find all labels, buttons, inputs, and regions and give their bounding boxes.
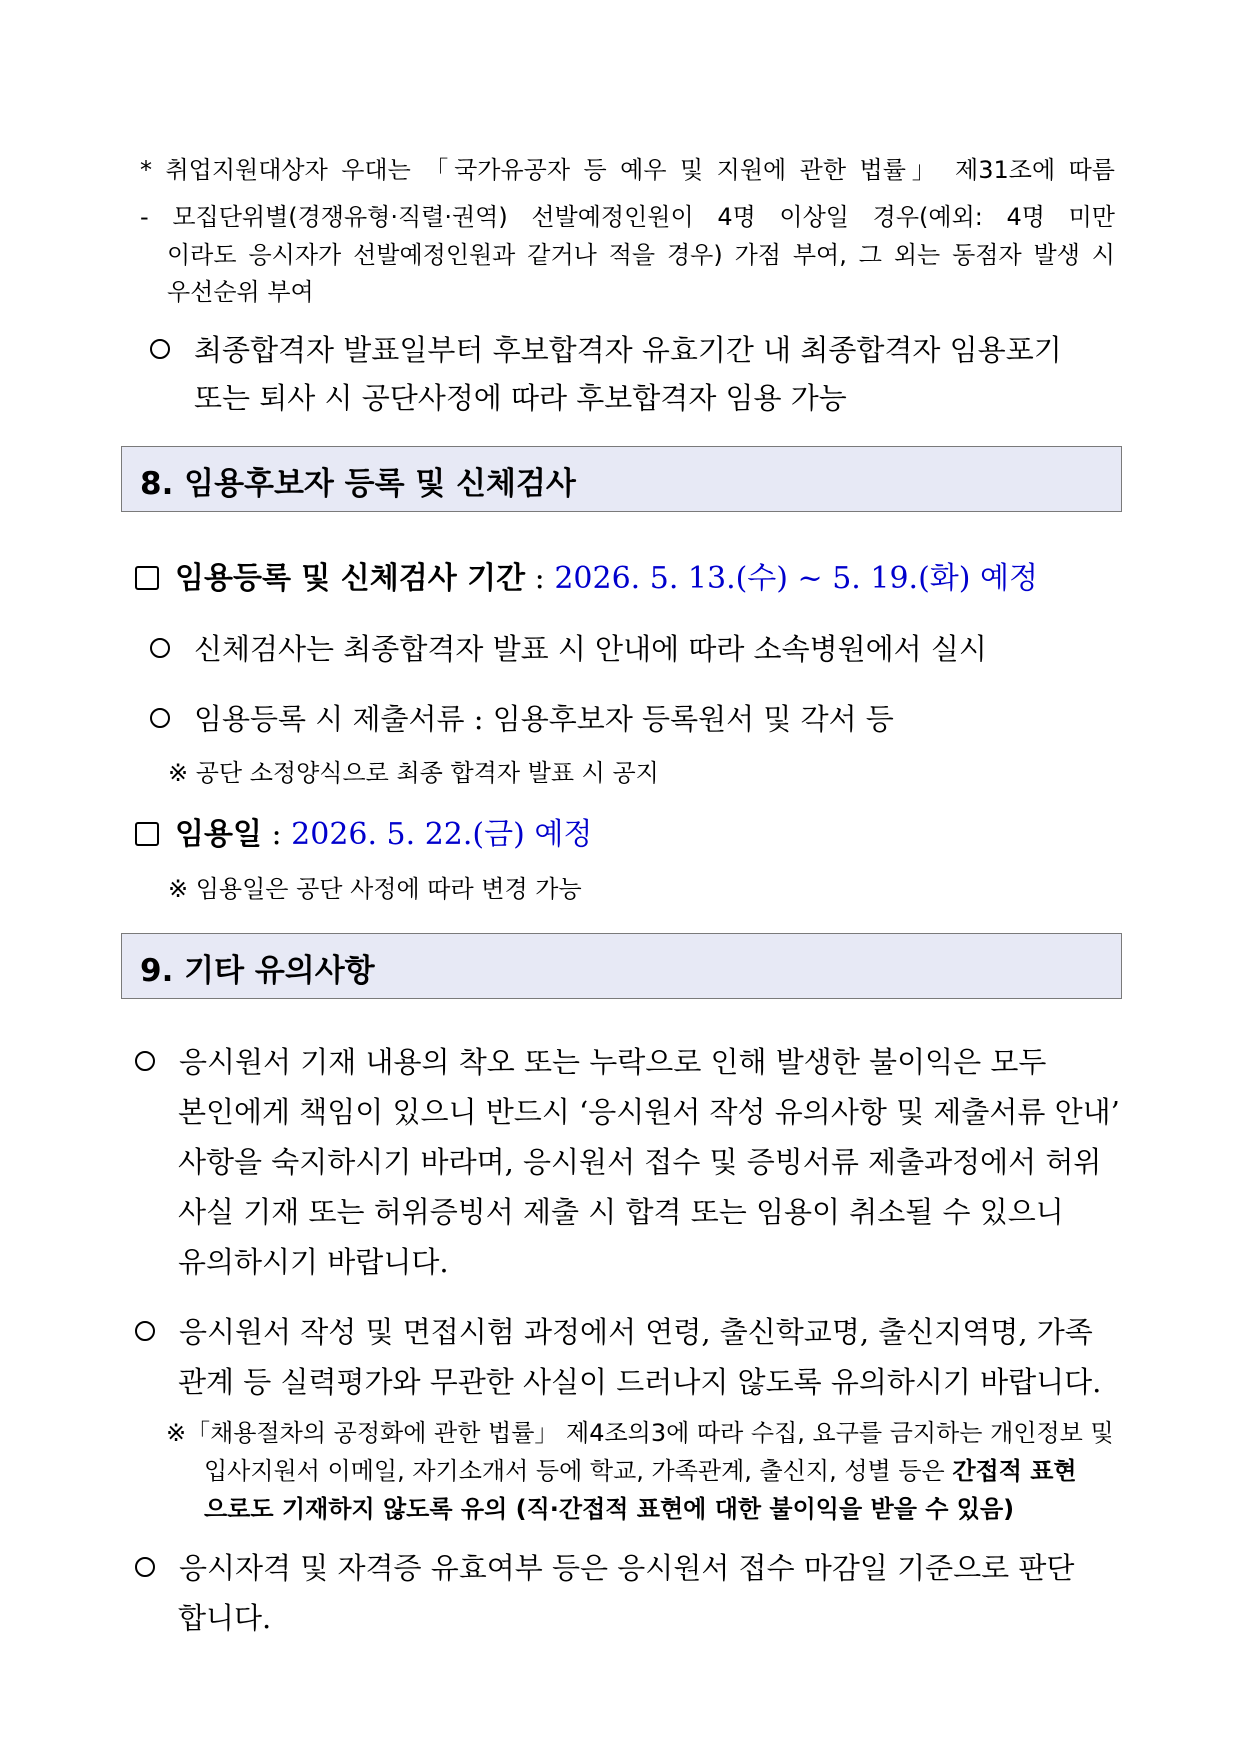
note-tiebreak-line2: 이라도 응시자가 선발예정인원과 같거나 적을 경우) 가점 부여, 그 외는 동점자 발생 시 (167, 241, 1115, 269)
circle-bullet-icon (150, 708, 170, 728)
note-tiebreak-line3: 우선순위 부여 (167, 278, 314, 306)
note-tiebreak-line1: - 모집단위별(경쟁유형·직렬·권역) 선발예정인원이 4명 이상일 경우(예외: 4명 미만 (140, 203, 1115, 231)
b2-line2: 관계 등 실력평가와 무관한 사실이 드러나지 않도록 유의하시기 바랍니다. (178, 1365, 1102, 1399)
documents-text: 임용등록 시 제출서류 : 임용후보자 등록원서 및 각서 등 (194, 702, 894, 736)
appointment-separator: : (261, 817, 292, 852)
note-fair-hiring-line1: ※「채용절차의 공정화에 관한 법률」 제4조의3에 따라 수집, 요구를 금지하는 개인정보 및 (166, 1419, 1114, 1447)
b1-line5: 유의하시기 바랍니다. (178, 1245, 449, 1279)
bullet-qualification-basis (135, 1546, 1074, 1587)
appointment-date (135, 809, 592, 853)
appointment-label: 임용일 (175, 817, 262, 852)
appointment-value: 2026. 5. 22.(금) 예정 (291, 817, 593, 852)
note-forms: ※ 공단 소정양식으로 최종 합격자 발표 시 공지 (168, 759, 659, 787)
circle-bullet-icon (135, 1051, 155, 1071)
circle-bullet-icon (135, 1557, 155, 1577)
circle-bullet-icon (150, 339, 170, 359)
bullet-reserve-line2: 또는 퇴사 시 공단사정에 따라 후보합격자 임용 가능 (194, 381, 847, 415)
square-bullet-icon (135, 822, 159, 846)
bullet-blind-hiring (135, 1310, 1093, 1351)
bullet-reserve-line1: 최종합격자 발표일부터 후보합격자 유효기간 내 최종합격자 임용포기 (194, 333, 1062, 367)
circle-bullet-icon (150, 638, 170, 658)
note-fair-hiring-line3: 으로도 기재하지 않도록 유의 (직·간접적 표현에 대한 불이익을 받을 수 있음) (204, 1495, 1015, 1523)
period-separator: : (525, 561, 555, 596)
b3-line1: 응시자격 및 자격증 유효여부 등은 응시원서 접수 마감일 기준으로 판단 (179, 1551, 1075, 1585)
section-9-header (121, 933, 1122, 999)
square-bullet-icon (135, 566, 159, 590)
b1-line4: 사실 기재 또는 허위증빙서 제출 시 합격 또는 임용이 취소될 수 있으니 (178, 1195, 1064, 1229)
note-appointment-change: ※ 임용일은 공단 사정에 따라 변경 가능 (168, 875, 582, 903)
note-veteran-preference: * 취업지원대상자 우대는 「국가유공자 등 예우 및 지원에 관한 법률」 제31조에 따름 (140, 156, 1115, 184)
bullet-application-errors (135, 1040, 1115, 1081)
registration-period (135, 553, 1038, 597)
section-9-title: 9. 기타 유의사항 (140, 953, 375, 989)
note-fair-hiring-line2 (204, 1451, 1077, 1486)
circle-bullet-icon (135, 1321, 155, 1341)
b1-line1: 응시원서 기재 내용의 착오 또는 누락으로 인해 발생한 불이익은 모두 (179, 1045, 1047, 1079)
bullet-reserve-appointment (150, 328, 1115, 369)
b1-line3: 사항을 숙지하시기 바라며, 응시원서 접수 및 증빙서류 제출과정에서 허위 (178, 1145, 1102, 1179)
b3-line2: 합니다. (178, 1601, 272, 1635)
section-8-header (121, 446, 1122, 512)
bullet-documents (150, 697, 894, 738)
note-fair-hiring-line2-text: 입사지원서 이메일, 자기소개서 등에 학교, 가족관계, 출신지, 성별 등은 (204, 1457, 953, 1485)
bullet-medical-exam (150, 627, 987, 668)
b2-line1: 응시원서 작성 및 면접시험 과정에서 연령, 출신학교명, 출신지역명, 가족 (179, 1315, 1093, 1349)
b1-line2: 본인에게 책임이 있으니 반드시 ‘응시원서 작성 유의사항 및 제출서류 안내’ (178, 1095, 1120, 1129)
medical-exam-text: 신체검사는 최종합격자 발표 시 안내에 따라 소속병원에서 실시 (194, 632, 987, 666)
section-8-title: 8. 임용후보자 등록 및 신체검사 (140, 466, 576, 502)
period-value: 2026. 5. 13.(수) ~ 5. 19.(화) 예정 (554, 561, 1038, 596)
period-label: 임용등록 및 신체검사 기간 (175, 561, 526, 596)
note-fair-hiring-emphasis: 간접적 표현 (952, 1457, 1077, 1485)
